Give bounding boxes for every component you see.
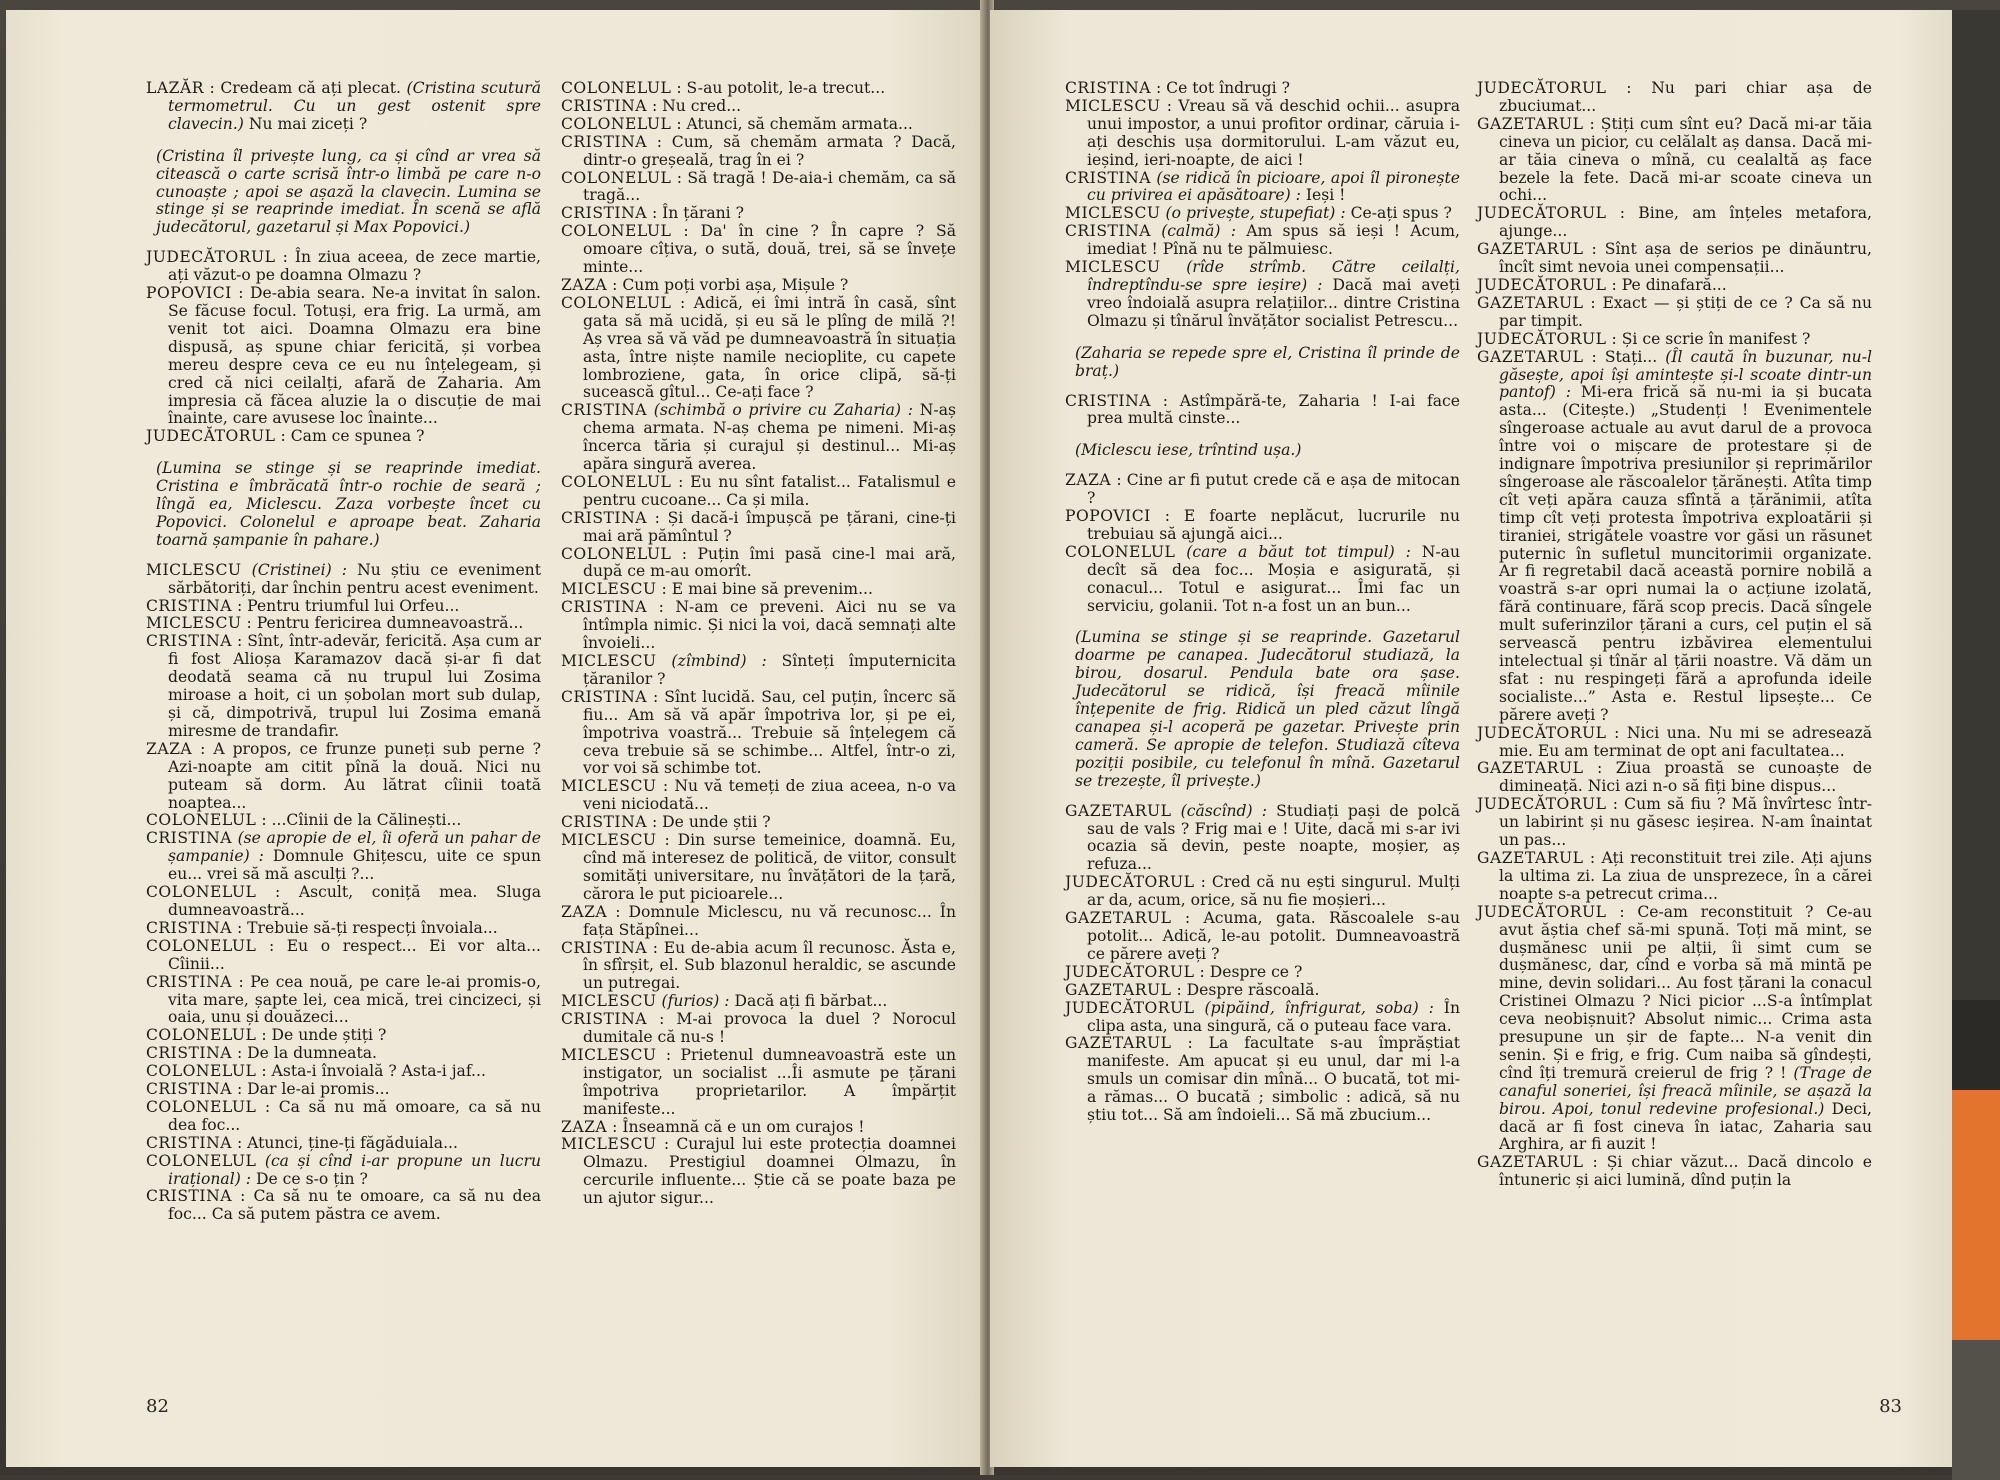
speaker-name: POPOVICI (146, 284, 232, 303)
speaker-name: CRISTINA (1065, 222, 1151, 241)
speaker-name: COLONELUL (561, 544, 672, 563)
speaker-name: CRISTINA (561, 938, 647, 957)
speaker-name: MICLESCU (561, 831, 657, 850)
dialogue-line: JUDECĂTORUL : Ce-am reconstituit ? Ce-au avut ăștia chef să-mi spună. Toți mă mint, se dușmănesc unii pe alții, îi simt cum se dușmănesc, dar, cînd e vorba să mă mintă pe mine, devin solidari... Au fost țărani la conacul Cristinei Olmazu ? Nici picior ...S-a întîmplat ceva neobișnuit? Absolut nimic... Crima asta presupune un șir de fapte... N-a venit din senin. Și e frig, e frig. Cum naiba să gîndești, cînd îți tremură creierul de frig ? ! (Trage de canaful soneriei, își freacă mîinile, se așază la birou. Apoi, tonul redevine profesional.) Deci, dacă ar fi fost cineva în iatac, Zaharia sau Arghira, ar fi auzit ! (1477, 902, 1872, 1154)
dialogue-line: CRISTINA : Ca să nu te omoare, ca să nu dea foc... Ca să putem păstra ce avem. (146, 1187, 541, 1224)
dialogue-line: COLONELUL : De unde știți ? (146, 1026, 387, 1045)
stage-direction-inline: (ca și cînd i-ar propune un lucru irațional) : (168, 1151, 541, 1188)
speaker-name: POPOVICI (1065, 507, 1151, 526)
speaker-name: CRISTINA (1065, 168, 1151, 187)
dialogue-line: CRISTINA : Pe cea nouă, pe care le-ai promis-o, vita mare, șapte lei, cea mică, trei cincizeci, și oaia, unu și douăzeci... (146, 972, 541, 1027)
background-edge (1952, 10, 2000, 1475)
speaker-name: COLONELUL (561, 168, 672, 187)
stage-direction: (Miclescu iese, trîntind ușa.) (1075, 441, 1302, 460)
dialogue-line: COLONELUL : Adică, ei îmi intră în casă, sînt gata să mă ucidă, și eu să le plîng de milă ?! Aș vrea să vă văd pe dumneavoastră în situația asta, între niște namile necioplite, cu capete lombroziene, gata, în orice clipă, să-ți sucească gîtul... Ce-ați face ? (561, 293, 956, 402)
dialogue-line: MICLESCU : Nu vă temeți de ziua aceea, n-o va veni niciodată... (561, 777, 956, 814)
speaker-name: GAZETARUL (1477, 240, 1584, 259)
dialogue-line: GAZETARUL : La facultate s-au împrăștiat manifeste. Am apucat și eu unul, dar mi l-a smuls un comisar din mînă... O bucată, tot mi-a rămas... O bucată ; simbolic : adică, să nu știu tot... Să am îndoieli... Să mă zbucium... (1065, 1034, 1460, 1125)
dialogue-line: POPOVICI : De-abia seara. Ne-a invitat în salon. Se făcuse focul. Totuși, era frig. La urmă, am venit tot aici. Doamna Olmazu era bine dispusă, aș spune chiar fericită, și vorbea mereu despre ceva ce eu nu înțelegeam, și cred că nici ceilalți, afară de Zaharia. Am impresia că făcea aluzie la o discuție de mai înainte, care avusese loc înainte... (146, 284, 541, 428)
speaker-name: CRISTINA (561, 401, 647, 420)
stage-direction-inline: (furios) : (656, 992, 735, 1011)
speaker-name: CRISTINA (146, 1187, 232, 1206)
dialogue-line: JUDECĂTORUL : Cum să fiu ? Mă învîrtesc într-un labirint și nu găsesc ieșirea. N-am înaintat un pas... (1477, 795, 1872, 850)
stage-direction: (Zaharia se repede spre el, Cristina îl prinde de braț.) (1075, 343, 1460, 380)
speaker-name: MICLESCU (1065, 204, 1161, 223)
stage-direction-inline: (Cristinei) : (241, 560, 358, 579)
dialogue-line: MICLESCU (Cristinei) : Nu știu ce eveniment sărbătoriți, dar închin pentru acest eveniment. (146, 560, 541, 597)
dialogue-line: CRISTINA : N-am ce preveni. Aici nu se va întîmpla nimic. Și nici la voi, dacă semnați alte învoieli... (561, 598, 956, 653)
speaker-name: COLONELUL (146, 936, 257, 955)
speaker-name: ZAZA (561, 275, 608, 294)
speaker-name: GAZETARUL (1065, 980, 1172, 999)
dialogue-line: COLONELUL : Eu nu sînt fatalist... Fatalismul e pentru cucoane... Ca și mila. (561, 472, 956, 509)
dialogue-line: CRISTINA : M-ai provoca la duel ? Norocul dumitale că nu-s ! (561, 1010, 956, 1047)
dialogue-line: ZAZA : A propos, ce frunze puneți sub perne ? Azi-noapte am citit pînă la două. Nici nu puteam să dorm. Au lătrat cîinii toată noaptea... (146, 739, 541, 812)
speaker-name: COLONELUL (146, 1097, 257, 1116)
dialogue-line: COLONELUL : Eu o respect... Ei vor alta... Cîinii... (146, 936, 541, 973)
speaker-name: CRISTINA (561, 508, 647, 527)
speaker-name: JUDECĂTORUL (1477, 204, 1607, 223)
speaker-name: ZAZA (1065, 471, 1112, 490)
stage-direction: (Cristina îl privește lung, ca și cînd ar vrea să citească o carte scrisă într-o limbă pe care n-o cunoaște ; apoi se așază la clavecin. Lumina se stinge și se reaprinde imediat. În scenă se află judecătorul, gazetarul și Max Popovici.) (156, 146, 541, 237)
dialogue-line: COLONELUL : Să tragă ! De-aia-i chemăm, ca să tragă... (561, 168, 956, 205)
speaker-name: COLONELUL (146, 811, 257, 830)
speaker-name: MICLESCU (561, 1135, 657, 1154)
dialogue-line: ZAZA : Cum poți vorbi așa, Mișule ? (561, 275, 849, 294)
left-page (6, 10, 984, 1467)
dialogue-line: JUDECĂTORUL : Nici una. Nu mi se adresează mie. Eu am terminat de opt ani facultatea... (1477, 723, 1872, 760)
speaker-name: MICLESCU (146, 614, 242, 633)
speaker-name: COLONELUL (561, 293, 672, 312)
speaker-name: CRISTINA (561, 1010, 647, 1029)
speaker-name: COLONELUL (561, 79, 672, 97)
dialogue-line: COLONELUL : Asta-i învoială ? Asta-i jaf... (146, 1062, 486, 1081)
speaker-name: COLONELUL (1065, 542, 1176, 561)
page-number-right: 83 (1879, 1396, 1902, 1417)
dialogue-line: MICLESCU : E mai bine să prevenim... (561, 580, 873, 599)
dialogue-line: COLONELUL : Puțin îmi pasă cine-l mai ară, după ce m-au omorît. (561, 544, 956, 581)
column-3 (1065, 80, 1460, 1125)
stage-direction: (Lumina se stinge și se reaprinde imediat. Cristina e îmbrăcată într-o rochie de seară ; lîngă ea, Miclescu. Zaza vorbește încet cu Popovici. Colonelul e aproape beat. Zaharia toarnă șampanie în pahare.) (156, 459, 541, 549)
column-1 (146, 80, 541, 1224)
dialogue-line: GAZETARUL : Ați reconstituit trei zile. Ați ajuns la ultima zi. La ziua de unsprezece, în a cărei noapte s-a petrecut crima... (1477, 848, 1872, 903)
speaker-name: GAZETARUL (1065, 801, 1172, 820)
stage-direction-inline: (se apropie de el, îi oferă un pahar de șampanie) : (168, 829, 541, 866)
stage-direction-inline: (schimbă o privire cu Zaharia) : (646, 401, 920, 420)
dialogue-line: JUDECĂTORUL : Despre ce ? (1065, 962, 1303, 981)
speaker-name: GAZETARUL (1477, 1153, 1584, 1172)
dialogue-line: CRISTINA : Nu cred... (561, 96, 742, 115)
dialogue-line: MICLESCU (zîmbind) : Sînteți împuternicita țăranilor ? (561, 652, 956, 688)
dialogue-line: CRISTINA : Ce tot îndrugi ? (1065, 79, 1290, 97)
speaker-name: ZAZA (561, 902, 608, 921)
speaker-name: CRISTINA (146, 1133, 232, 1152)
dialogue-line: CRISTINA (calmă) : Am spus să ieși ! Acum, imediat ! Pînă nu te pălmuiesc. (1065, 222, 1460, 259)
dialogue-line: CRISTINA : Dar le-ai promis... (146, 1080, 390, 1099)
speaker-name: COLONELUL (561, 222, 672, 241)
dialogue-line: GAZETARUL (căscînd) : Studiați pași de polcă sau de vals ? Frig mai e ! Uite, dacă mi s-ar ivi ocazia să devin, peste noapte, moșier, aș refuza... (1065, 801, 1460, 874)
speaker-name: JUDECĂTORUL (1477, 795, 1607, 814)
orange-tab (1952, 1090, 2000, 1340)
speaker-name: GAZETARUL (1065, 909, 1172, 928)
speaker-name: JUDECĂTORUL (1477, 723, 1607, 742)
dialogue-line: GAZETARUL : Sînt așa de serios pe dinăuntru, încît simt nevoia unei compensații... (1477, 240, 1872, 277)
speaker-name: CRISTINA (146, 1080, 232, 1099)
stage-direction-inline: (o privește, stupefiat) : (1160, 204, 1351, 223)
dialogue-line: JUDECĂTORUL : Și ce scrie în manifest ? (1477, 329, 1811, 348)
dialogue-line: COLONELUL : Ascult, coniță mea. Sluga dumneavoastră... (146, 883, 541, 919)
dialogue-line: CRISTINA : Sînt lucidă. Sau, cel puțin, încerc să fiu... Am să vă apăr împotriva lor, și pe ei, împotriva voastră... Trebuie să înțelegem că ceva trebuie să se schimbe... Altfel, într-o zi, vor voi să schimbe tot. (561, 687, 956, 778)
dialogue-line: GAZETARUL : Ziua proastă se cunoaște de dimineață. Nici azi n-o să fiți bine dispus... (1477, 759, 1872, 796)
dialogue-line: GAZETARUL : Acuma, gata. Răscoalele s-au potolit... Adică, le-au potolit. Dumneavoastră ce părere aveți ? (1065, 909, 1460, 963)
speaker-name: CRISTINA (1065, 79, 1151, 97)
dialogue-line: POPOVICI : E foarte neplăcut, lucrurile nu trebuiau să ajungă aici... (1065, 507, 1460, 543)
dialogue-line: MICLESCU (furios) : Dacă ați fi bărbat... (561, 992, 888, 1011)
speaker-name: CRISTINA (146, 972, 232, 991)
dialogue-line: CRISTINA : Trebuie să-ți respecți învoiala... (146, 918, 498, 937)
column-2 (561, 80, 956, 1208)
speaker-name: CRISTINA (146, 918, 232, 937)
dialogue-line: CRISTINA (schimbă o privire cu Zaharia) : N-aș chema armata. N-aș chema pe nimeni. Mi-aș încerca tăria și curajul și destinul... Mi-aș apăra singură averea. (561, 401, 956, 474)
dialogue-line: MICLESCU : Prietenul dumneavoastră este un instigator, un socialist ...Îi asmute pe țărani împotriva proprietarilor. A împărțit manifeste... (561, 1045, 956, 1118)
dialogue-line: COLONELUL : Da' în cine ? În capre ? Să omoare cîțiva, o sută, două, trei, să se învețe minte... (561, 222, 956, 277)
dialogue-line: CRISTINA : Astîmpără-te, Zaharia ! I-ai face prea multă cinste... (1065, 391, 1460, 428)
speaker-name: CRISTINA (561, 204, 647, 223)
speaker-name: CRISTINA (146, 1044, 232, 1063)
stage-direction-inline: (Îl caută în buzunar, nu-l găsește, apoi își amintește și-l scoate dintr-un pantof) : (1499, 347, 1872, 402)
dialogue-line: MICLESCU (o privește, stupefiat) : Ce-ați spus ? (1065, 204, 1452, 223)
dialogue-line: COLONELUL (care a băut tot timpul) : N-au decît să dea foc... Moșia e asigurată, și conacul... Totul e asigurat... Îmi fac un serviciu, golanii. Tot n-a fost un an bun... (1065, 542, 1460, 615)
speaker-name: COLONELUL (146, 1062, 257, 1081)
speaker-name: CRISTINA (561, 598, 647, 617)
dialogue-line: CRISTINA : În țărani ? (561, 204, 744, 223)
dialogue-line: JUDECĂTORUL : În ziua aceea, de zece martie, ați văzut-o pe doamna Olmazu ? (146, 248, 541, 285)
dialogue-line: MICLESCU : Curajul lui este protecția doamnei Olmazu. Prestigiul doamnei Olmazu, în cercurile influente... Știe că se poate baza pe un ajutor sigur... (561, 1135, 956, 1208)
dialogue-line: GAZETARUL : Și chiar văzut... Dacă dincolo e întuneric și aici lumină, dînd puțin la (1477, 1153, 1872, 1190)
dialogue-line: COLONELUL (ca și cînd i-ar propune un lucru irațional) : De ce s-o țin ? (146, 1151, 541, 1188)
speaker-name: JUDECĂTORUL (1477, 329, 1607, 348)
stage-direction-inline: (Cristina scutură termometrul. Cu un gest ostenit spre clavecin.) (168, 79, 541, 133)
speaker-name: COLONELUL (146, 1151, 257, 1170)
dialogue-line: MICLESCU : Pentru fericirea dumneavoastră... (146, 614, 524, 633)
stage-direction-inline: (se ridică în picioare, apoi îl pironește cu privirea ei apăsătoare) : (1087, 168, 1460, 205)
dialogue-line: CRISTINA : Cum, să chemăm armata ? Dacă, dintr-o greșeală, trag în ei ? (561, 132, 956, 169)
dialogue-line: COLONELUL : ...Cîinii de la Călinești... (146, 811, 462, 830)
right-page (990, 10, 1952, 1467)
speaker-name: CRISTINA (1065, 391, 1151, 410)
speaker-name: COLONELUL (561, 114, 672, 133)
dialogue-line: CRISTINA : De unde știi ? (561, 813, 771, 832)
stage-direction-inline: (care a băut tot timpul) : (1175, 542, 1422, 561)
dialogue-line: CRISTINA (se apropie de el, îi oferă un pahar de șampanie) : Domnule Ghițescu, uite ce spun eu... vrei să mă asculți ?... (146, 829, 541, 884)
dialogue-line: GAZETARUL : Stați... (Îl caută în buzunar, nu-l găsește, apoi își amintește și-l scoate dintr-un pantof) : Mi-era frică să nu-mi ia și bucata asta... (Citește.) „Studenți ! Evenimentele sîngeroase actuale au avut darul de a provoca între voi o mișcare de protestare și de indignare împotriva presiunilor și reprimărilor sîngeroase ale răscoalelor țărănești. Atîta timp cît veți apăra cauza sfîntă a țărănimii, atîta timp cît veți protesta împotriva exploatării și tiraniei, strigătele voastre vor găsi un răsunet puternic în sufletul muncitorimii organizate. Ar fi regretabil dacă această pornire nobilă a voastră s-ar opri numai la o acțiune izolată, fără continuare, fără scop precis. Dacă sîngele mult suferinzilor țărani a curs, cel puțin el să servească pentru izbăvirea elementului intelectual și tînăr al țării noastre. Vă dăm un sfat : nu respingeți fără a aprofunda ideile socialiste...” Asta e. Restul lipsește... Ce părere aveți ? (1477, 347, 1872, 724)
dialogue-line: JUDECĂTORUL : Cred că nu ești singurul. Mulți ar da, acum, orice, să nu fie moșieri... (1065, 873, 1460, 910)
dialogue-line: CRISTINA : Eu de-abia acum îl recunosc. Ăsta e, în sfîrșit, el. Sub blazonul heraldic, se ascunde un putregai. (561, 938, 956, 993)
stage-direction-inline: (rîde strîmb. Către ceilalți, îndreptîndu-se spre ieșire) : (1087, 258, 1460, 294)
stage-direction-inline: (căscînd) : (1171, 801, 1277, 820)
speaker-name: MICLESCU (561, 1045, 657, 1064)
speaker-name: GAZETARUL (1477, 848, 1584, 867)
speaker-name: ZAZA (561, 1117, 608, 1136)
speaker-name: CRISTINA (146, 596, 232, 615)
dialogue-line: ZAZA : Cine ar fi putut crede că e așa de mitocan ? (1065, 471, 1460, 508)
dialogue-line: JUDECĂTORUL (pipăind, înfrigurat, soba) : În clipa asta, una singură, că o puteau face vara. (1065, 998, 1460, 1035)
speaker-name: CRISTINA (146, 829, 232, 848)
column-4 (1477, 80, 1872, 1190)
stage-direction-inline: (calmă) : (1150, 222, 1247, 241)
dialogue-line: COLONELUL : S-au potolit, le-a trecut... (561, 79, 886, 97)
dialogue-line: COLONELUL : Atunci, să chemăm armata... (561, 114, 913, 133)
speaker-name: JUDECĂTORUL (1065, 962, 1195, 981)
speaker-name: GAZETARUL (1477, 293, 1584, 312)
speaker-name: JUDECĂTORUL (1065, 873, 1195, 892)
speaker-name: JUDECĂTORUL (146, 248, 276, 267)
speaker-name: GAZETARUL (1477, 347, 1584, 366)
dialogue-line: JUDECĂTORUL : Pe dinafară... (1477, 275, 1727, 294)
speaker-name: MICLESCU (561, 777, 657, 796)
speaker-name: GAZETARUL (1065, 1034, 1172, 1053)
dialogue-line: ZAZA : Înseamnă că e un om curajos ! (561, 1117, 865, 1136)
speaker-name: COLONELUL (146, 1026, 257, 1045)
speaker-name: CRISTINA (561, 813, 647, 832)
dialogue-line: CRISTINA (se ridică în picioare, apoi îl pironește cu privirea ei apăsătoare) : Ieși ! (1065, 168, 1460, 205)
speaker-name: MICLESCU (1065, 258, 1161, 277)
stage-direction-inline: (pipăind, înfrigurat, soba) : (1194, 998, 1444, 1017)
page-number-left: 82 (146, 1396, 169, 1417)
stage-direction-inline: (Trage de canaful soneriei, își freacă mîinile, se așază la birou. Apoi, tonul redevine profesional.) (1499, 1063, 1872, 1118)
speaker-name: MICLESCU (1065, 96, 1161, 115)
dialogue-line: CRISTINA : Pentru triumful lui Orfeu... (146, 596, 460, 615)
speaker-name: COLONELUL (561, 472, 672, 491)
dialogue-line: JUDECĂTORUL : Bine, am înțeles metafora, ajunge... (1477, 204, 1872, 241)
dialogue-line: CRISTINA : Atunci, ține-ți făgăduiala... (146, 1133, 458, 1152)
dialogue-line: CRISTINA : Sînt, într-adevăr, fericită. Așa cum ar fi fost Alioșa Karamazov dacă și-ar fi dat deodată seama că nu trupul lui Zosima miroase a hoit, ci un șobolan mort sub dulap, și că, dimpotrivă, trupul lui Zosima emană miresme de trandafir. (146, 632, 541, 740)
dialogue-line: GAZETARUL : Despre răscoală. (1065, 980, 1320, 999)
dialogue-line: GAZETARUL : Știți cum sînt eu? Dacă mi-ar tăia cineva un picior, cu celălalt aș dansa. Dacă mi-ar tăia cineva o mînă, cu cealaltă aș face bezele la fete. Dacă mi-ar scoate cineva un ochi... (1477, 114, 1872, 205)
speaker-name: COLONELUL (146, 883, 257, 902)
dialogue-line: JUDECĂTORUL : Nu pari chiar așa de zbuciumat... (1477, 79, 1872, 115)
stage-direction: (Lumina se stinge și se reaprinde. Gazetarul doarme pe canapea. Judecătorul studiază, la birou, dosarul. Pendula bate ora șase. Judecătorul se ridică, își freacă mîinile înțepenite de frig. Ridică un pled căzut lîngă canapea și-l acoperă pe gazetar. Privește prin cameră. Se apropie de telefon. Studiază cîteva poziții posibile, cu telefonul în mînă. Gazetarul se trezește, îl privește.) (1075, 628, 1460, 790)
speaker-name: JUDECĂTORUL (146, 427, 276, 446)
speaker-name: CRISTINA (561, 687, 647, 706)
speaker-name: CRISTINA (146, 632, 232, 651)
speaker-name: JUDECĂTORUL (1477, 902, 1607, 921)
speaker-name: CRISTINA (561, 132, 647, 151)
dialogue-line: LAZĂR : Credeam că ați plecat. (Cristina scutură termometrul. Cu un gest ostenit spre clavecin.) Nu mai ziceți ? (146, 79, 541, 133)
dialogue-line: ZAZA : Domnule Miclescu, nu vă recunosc... În fața Stăpînei... (561, 902, 956, 939)
speaker-name: CRISTINA (561, 96, 647, 115)
dialogue-line: JUDECĂTORUL : Cam ce spunea ? (146, 427, 425, 446)
speaker-name: GAZETARUL (1477, 114, 1584, 133)
speaker-name: MICLESCU (561, 992, 657, 1011)
stage-direction-inline: (zîmbind) : (656, 652, 782, 670)
speaker-name: ZAZA (146, 739, 193, 758)
dialogue-line: MICLESCU (rîde strîmb. Către ceilalți, îndreptîndu-se spre ieșire) : Dacă mai aveți vreo îndoială asupra relațiilor... dintre Cristina Olmazu și tînărul învățător socialist Petrescu... (1065, 258, 1460, 330)
speaker-name: MICLESCU (146, 560, 242, 579)
dialogue-line: CRISTINA : Și dacă-i împușcă pe țărani, cine-ți mai ară pămîntul ? (561, 508, 956, 545)
speaker-name: JUDECĂTORUL (1065, 998, 1195, 1017)
dialogue-line: MICLESCU : Vreau să vă deschid ochii... asupra unui impostor, a unui profitor ordinar, căruia i-ați deschis ușa dormitorului. L-am văzut eu, ieșind, ieri-noapte, de aici ! (1065, 96, 1460, 169)
speaker-name: JUDECĂTORUL (1477, 79, 1607, 97)
speaker-name: LAZĂR (146, 79, 204, 97)
dialogue-line: CRISTINA : De la dumneata. (146, 1044, 377, 1063)
dialogue-line: MICLESCU : Din surse temeinice, doamnă. Eu, cînd mă interesez de politică, de viitor, consult somități universitare, nu învățători de la țară, cărora le put picioarele... (561, 831, 956, 903)
dialogue-line: COLONELUL : Ca să nu mă omoare, ca să nu dea foc... (146, 1097, 541, 1134)
speaker-name: GAZETARUL (1477, 759, 1584, 778)
speaker-name: JUDECĂTORUL (1477, 275, 1607, 294)
speaker-name: MICLESCU (561, 652, 657, 670)
dialogue-line: GAZETARUL : Exact — și știți de ce ? Ca să nu par timpit. (1477, 293, 1872, 330)
speaker-name: MICLESCU (561, 580, 657, 599)
